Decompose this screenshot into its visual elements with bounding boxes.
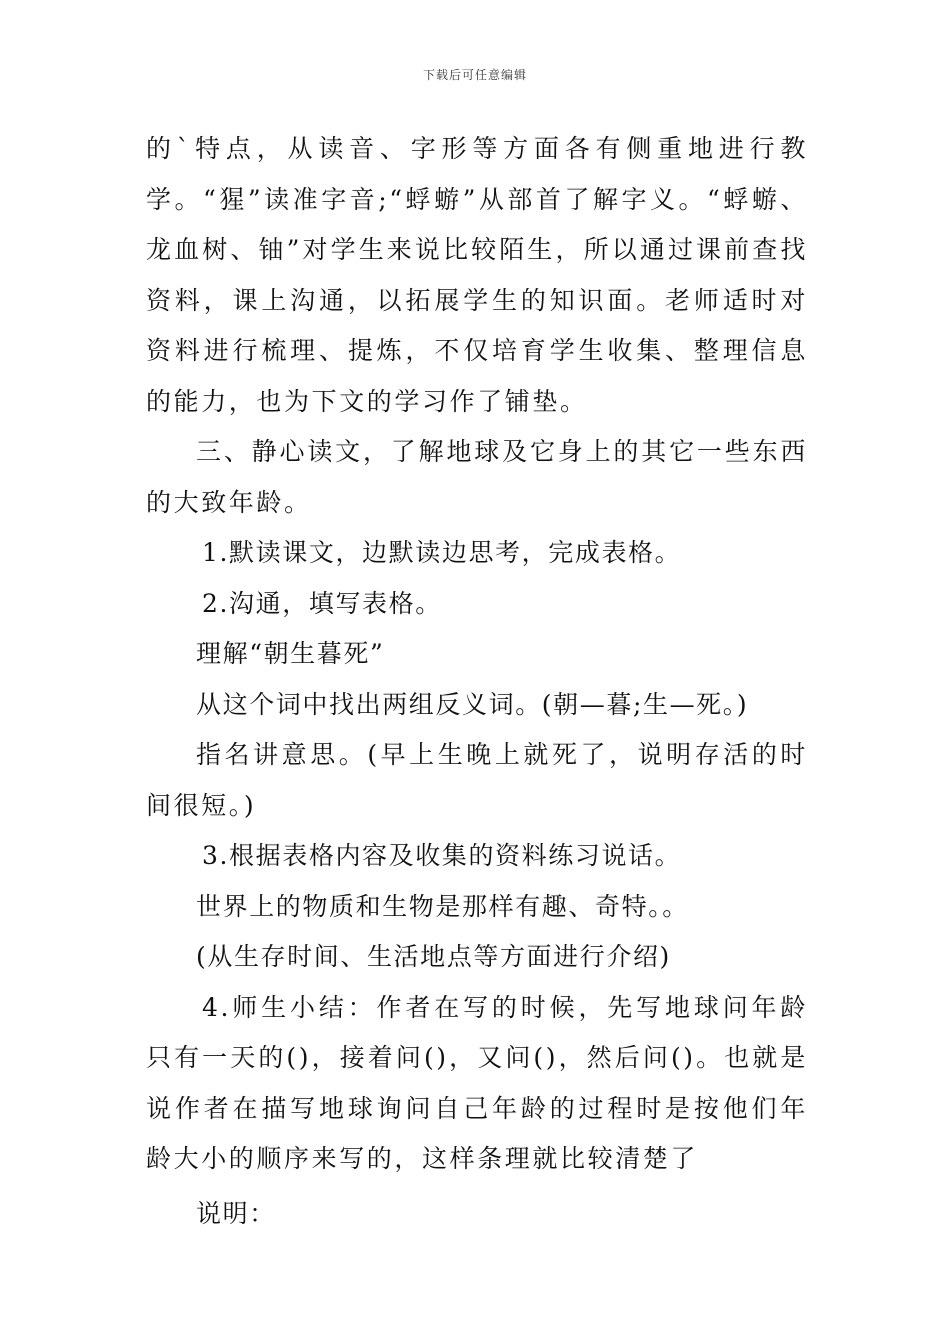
step-three: 3.根据表格内容及收集的资料练习说话。 bbox=[202, 841, 682, 870]
step-four-summary: 4.师生小结：作者在写的时候，先写地球问年龄只有一天的()，接着问()，又问()，然后问()。也就是说作者在描写地球询问自己年龄的过程时是按他们年龄大小的顺序来写的，这样条理就比较清楚了 bbox=[146, 992, 808, 1173]
introduction-note: (从生存时间、生活地点等方面进行介绍) bbox=[196, 942, 671, 971]
step-one: 1.默读课文，边默读边思考，完成表格。 bbox=[202, 538, 682, 567]
page-header: 下载后可任意编辑 bbox=[422, 68, 527, 82]
understand-phrase: 理解“朝生暮死” bbox=[196, 639, 385, 668]
world-statement: 世界上的物质和生物是那样有趣、奇特。。 bbox=[196, 891, 689, 921]
explanation-label: 说明： bbox=[196, 1198, 276, 1228]
document-body bbox=[146, 124, 808, 1239]
paragraph-intro: 的`特点，从读音、字形等方面各有侧重地进行教学。“猩”读准字音;“蜉蝣”从部首了解字义。“蜉蝣、龙血树、铀”对学生来说比较陌生，所以通过课前查找资料，课上沟通，以拓展学生的知识面。老师适时对资料进行梳理、提炼，不仅培育学生收集、整理信息的能力，也为下文的学习作了铺垫。 bbox=[146, 134, 808, 416]
antonym-task: 从这个词中找出两组反义词。(朝—暮;生—死。) bbox=[196, 689, 749, 719]
step-two: 2.沟通，填写表格。 bbox=[202, 588, 442, 618]
section-heading-three: 三、静心读文，了解地球及它身上的其它一些东西的大致年龄。 bbox=[146, 437, 808, 517]
meaning-explanation: 指名讲意思。(早上生晚上就死了，说明存活的时间很短。) bbox=[146, 740, 808, 820]
